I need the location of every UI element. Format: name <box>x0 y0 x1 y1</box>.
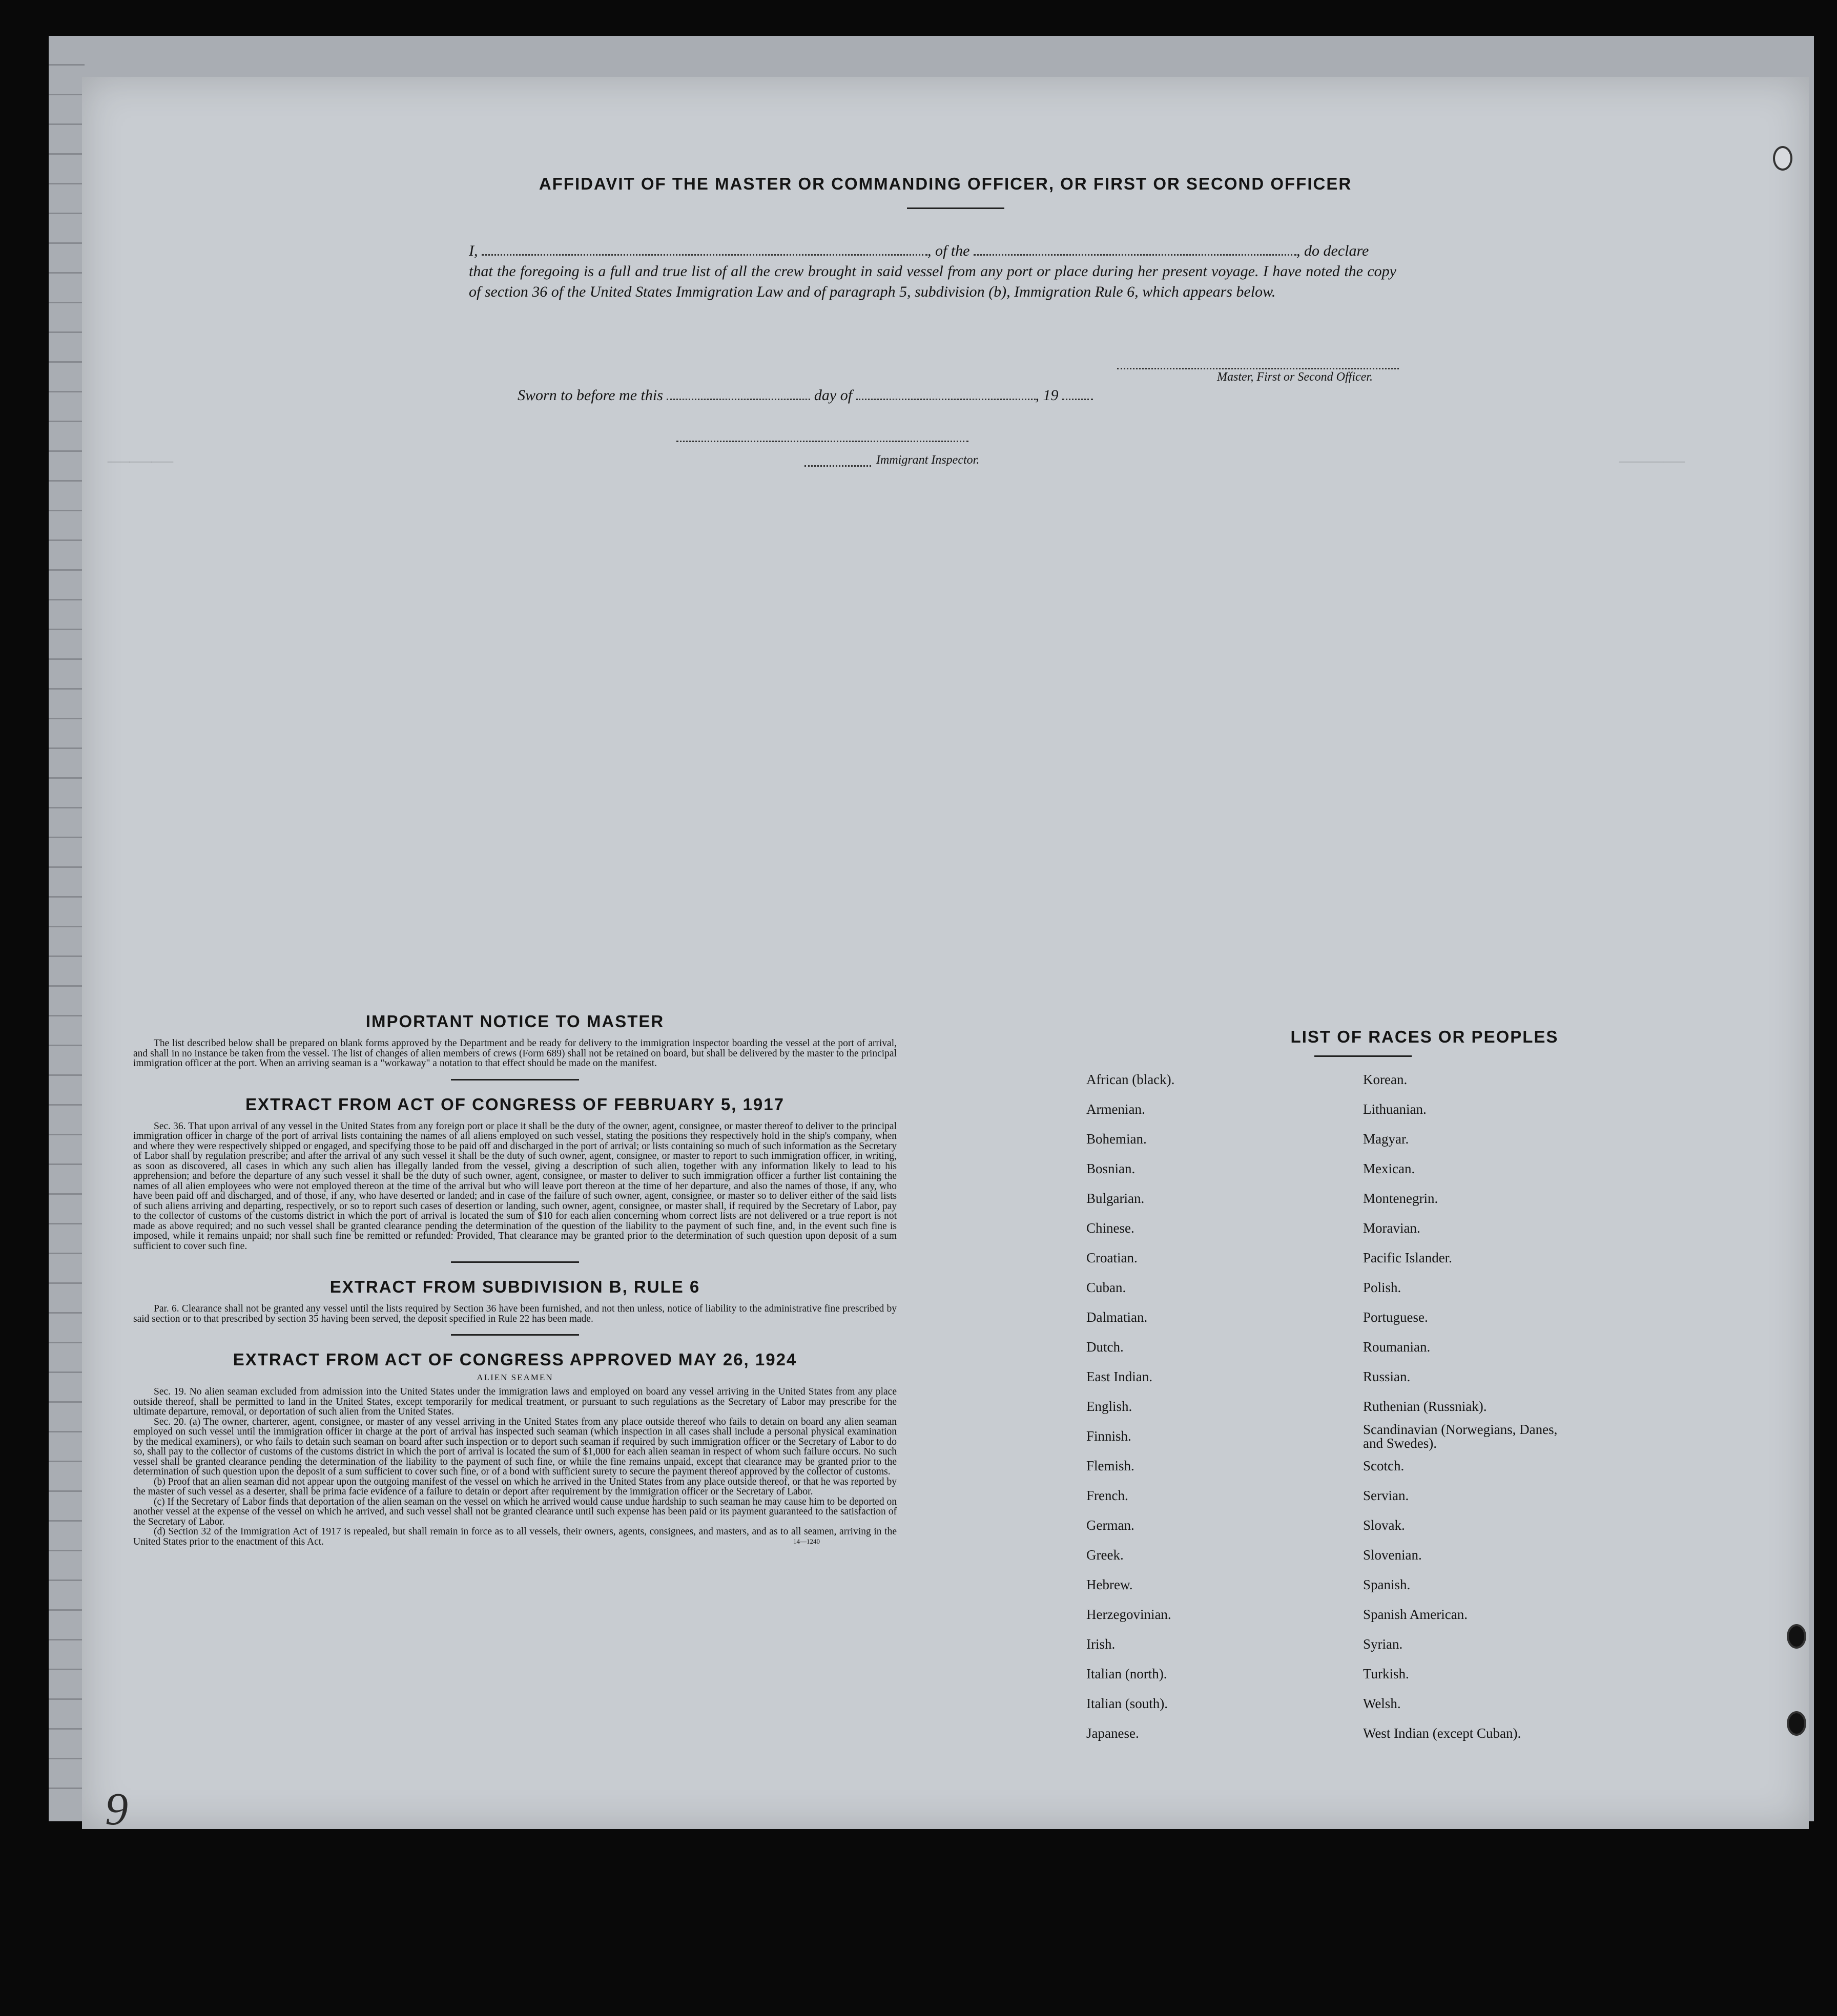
race-item: Bosnian. <box>1086 1161 1136 1176</box>
rule6-body: Par. 6. Clearance shall not be granted any vessel until the lists required by Section 36 have been furnished, and not then unless, notice of liability to the administrative fine prescribed by said section or to that prescribed by section 35 having been served, the deposit specified in Rule 22 has been made. <box>133 1303 897 1324</box>
race-item: Italian (south). <box>1086 1696 1168 1711</box>
race-item: Spanish American. <box>1363 1607 1468 1622</box>
race-item: West Indian (except Cuban). <box>1363 1726 1521 1741</box>
race-item: Mexican. <box>1363 1161 1415 1176</box>
extract-1917-body: Sec. 36. That upon arrival of any vessel in the United States from any foreign port or place it shall be the duty of the owner, agent, consignee, or master thereof to deliver to the principal immigration officer in charge of the port of arrival lists containing the names of all aliens employed on such vessel, stating the positions they respectively hold in the ship's company, when and where they were respectively shipped or engaged, and specifying those to be paid off and discharged in the port of arrival; or lists containing so much of such information as the Secretary of Labor shall by regulation prescribe; and after the arrival of any such vessel it shall be the duty of such owner, agent, consignee, or master to report to such immigration officer, in writing, as soon as discovered, all cases in which any such alien has illegally landed from the vessel, giving a description of such alien, together with any information likely to lead to his apprehension; and before the departure of any such vessel it shall be the duty of such owner, agent, consignee, or master to deliver to such immigration officer a further list containing the names of all alien employees who were not employed thereon at the time of the arrival but who will leave port thereon at the time of her departure, and also the names of those, if any, who have been paid off and discharged, and of those, if any, who have deserted or landed; and in case of the failure of such owner, agent, consignee, or master so to deliver either of the said lists of such aliens arriving and departing, respectively, or so to report such cases of desertion or landing, such owner, agent, consignee, or master shall, if required by the Secretary of Labor, pay to the collector of customs of the customs district in which the port of arrival is located the sum of $10 for each alien concerning whom correct lists are not delivered or a true report is not made as above required; and no such vessel shall be granted clearance pending the determination of the question of the liability to the payment of such fine, and, in the event such fine is imposed, while it remains unpaid; nor shall such fine be remitted or refunded: Provided, That clearance may be granted prior to the determination of such question upon deposit of a sum sufficient to cover such fine. <box>133 1120 897 1252</box>
notice-body: The list described below shall be prepared on blank forms approved by the Department and be ready for delivery to the immigration inspector boarding the vessel at the port of arrival, and shall in no instance be taken from the vessel. The list of changes of alien members of crews (Form 689) shall not be retained on board, but shall be delivered by the master to the principal immigration officer at the port. When an arriving seaman is a "workaway" a notation to that effect should be made on the manifest. <box>133 1038 897 1069</box>
extract-1924-para: Sec. 19. No alien seaman excluded from admission into the United States under the immigration laws and employed on board any vessel arriving in the United States from any place outside thereof, shall be permitted to land in the United States, except temporarily for medical treatment, or pursuant to such regulations as the Secretary of Labor may prescribe for the ultimate departure, removal, or deportation of such alien from the United States. <box>133 1386 897 1417</box>
race-item: Greek. <box>1086 1547 1124 1563</box>
affidavit-statement: that the foregoing is a full and true list of all the crew brought in said vessel from any port or place during her present voyage. I have noted the copy of section 36 of the United States Immigration Law and of paragraph 5, subdivision (b), Immigration Rule 6, which appears below. <box>469 263 1396 300</box>
master-signature-line[interactable] <box>1117 368 1399 369</box>
rule6-title: EXTRACT FROM SUBDIVISION B, RULE 6 <box>329 1277 700 1296</box>
race-item: Polish. <box>1363 1280 1401 1295</box>
race-item: Syrian. <box>1363 1636 1403 1652</box>
race-item: Flemish. <box>1086 1458 1134 1473</box>
race-item: Russian. <box>1363 1369 1411 1384</box>
race-item: Ruthenian (Russniak). <box>1363 1399 1487 1414</box>
punch-hole-icon <box>1773 146 1792 171</box>
race-item: Herzegovinian. <box>1086 1607 1171 1622</box>
affidavit-i-label: I, <box>469 242 478 259</box>
race-item: Turkish. <box>1363 1666 1409 1681</box>
inspector-short-line <box>804 465 871 467</box>
sworn-line <box>518 387 1093 404</box>
race-item: Hebrew. <box>1086 1577 1133 1592</box>
race-item: Dalmatian. <box>1086 1310 1148 1325</box>
races-rule <box>1314 1055 1412 1057</box>
race-item: Magyar. <box>1363 1131 1409 1147</box>
extract-1924-para: (c) If the Secretary of Labor finds that deportation of the alien seaman on the vessel on which he arrived would cause undue hardship to such seaman he may cause him to be deported on another vessel at the expense of the vessel on which he arrived, and such vessel shall not be granted clearance until such expense has been paid or its payment guaranteed to the satisfaction of the Secretary of Labor. <box>133 1496 897 1527</box>
master-name-blank[interactable] <box>482 246 927 256</box>
race-item: Pacific Islander. <box>1363 1250 1452 1265</box>
inspector-signature-line[interactable] <box>676 441 968 442</box>
extract-1924-subtitle: ALIEN SEAMEN <box>477 1373 553 1382</box>
extract-1924-para: (d) Section 32 of the Immigration Act of 1917 is repealed, but shall remain in force as to all vessels, their owners, agents, consignees, and masters, and as to all seamen, arriving in the United States prior to the enactment of this Act. <box>133 1526 897 1547</box>
extract-1924-para: Sec. 20. (a) The owner, charterer, agent, consignee, or master of any vessel arriving in the United States from any place outside thereof who fails to detain on board any alien seaman employed on such vessel until the immigration officer in charge at the port of arrival has inspected such seaman (which inspection in all cases shall include a personal physical examination by the medical examiners), or who fails to detain such seaman on board after such inspection or to deport such seaman if required by such immigration officer or the Secretary of Labor to do so, shall pay to the collector of customs of the customs district in which the port of arrival is located the sum of $1,000 for each alien seaman in respect of whom such failure occurs. No such vessel shall be granted clearance pending the determination of the liability to the payment of such fine, or while the fine remains unpaid, except that clearance may be granted prior to the determination of such question upon the deposit of a sum sufficient to cover such fine, or of a bond with sufficient surety to secure the payment thereof approved by the collector of customs. <box>133 1416 897 1477</box>
race-item: Chinese. <box>1086 1220 1134 1236</box>
master-signature-label: Master, First or Second Officer. <box>1217 370 1373 384</box>
race-item: Armenian. <box>1086 1101 1145 1117</box>
race-item: German. <box>1086 1518 1134 1533</box>
affidavit-of-the: , of the <box>927 242 970 259</box>
affidavit-do-declare: , do declare <box>1296 242 1369 259</box>
races-title: LIST OF RACES OR PEOPLES <box>1290 1027 1559 1046</box>
race-item: Bohemian. <box>1086 1131 1147 1147</box>
race-item: Korean. <box>1363 1072 1408 1087</box>
punch-hole-icon <box>1787 1624 1806 1649</box>
sworn-year-prefix: , 19 <box>1035 387 1059 404</box>
notice-title: IMPORTANT NOTICE TO MASTER <box>365 1012 665 1031</box>
race-item: Scandinavian (Norwegians, Danes, and Swedes). <box>1363 1422 1558 1451</box>
underlying-sheet-lines <box>49 36 85 1809</box>
form-number: 14—1240 <box>793 1537 820 1545</box>
title-rule <box>907 207 1004 209</box>
section-rule <box>451 1261 579 1263</box>
section-rule <box>451 1079 579 1080</box>
notice-column <box>133 1012 897 1546</box>
affidavit-body <box>469 241 1396 302</box>
margin-mark: 9 <box>105 1784 128 1835</box>
race-item: Scotch. <box>1363 1458 1405 1473</box>
sworn-day-blank[interactable] <box>667 390 810 400</box>
race-item: Finnish. <box>1086 1428 1131 1444</box>
document-page <box>82 77 1809 1835</box>
race-item: Moravian. <box>1363 1220 1420 1236</box>
race-item: Croatian. <box>1086 1250 1138 1265</box>
race-item: Roumanian. <box>1363 1339 1431 1355</box>
race-item: Slovenian. <box>1363 1547 1422 1563</box>
race-item: Cuban. <box>1086 1280 1126 1295</box>
punch-hole-icon <box>1787 1711 1806 1736</box>
bleed-through-mark: ——— <box>108 446 174 473</box>
bleed-through-mark: ——— <box>1619 446 1685 473</box>
race-item: Welsh. <box>1363 1696 1401 1711</box>
race-item: Italian (north). <box>1086 1666 1167 1681</box>
race-item: Portuguese. <box>1363 1310 1428 1325</box>
extract-1924-title: EXTRACT FROM ACT OF CONGRESS APPROVED MAY 26, 1924 <box>233 1350 797 1369</box>
race-item: African (black). <box>1086 1072 1175 1087</box>
inspector-label: Immigrant Inspector. <box>876 453 980 467</box>
race-item: Dutch. <box>1086 1339 1124 1355</box>
extract-1917-title: EXTRACT FROM ACT OF CONGRESS OF FEBRUARY 5, 1917 <box>245 1094 785 1114</box>
race-item: English. <box>1086 1399 1132 1414</box>
race-item: Montenegrin. <box>1363 1191 1438 1206</box>
sworn-month-blank[interactable] <box>856 390 1036 400</box>
race-item: Irish. <box>1086 1636 1116 1652</box>
sworn-year-blank[interactable] <box>1062 390 1093 400</box>
race-item: French. <box>1086 1488 1128 1503</box>
sworn-prefix: Sworn to before me this <box>518 387 663 404</box>
extract-1924-para: (b) Proof that an alien seaman did not appear upon the outgoing manifest of the vessel on which he arrived in the United States from any place outside thereof, or that he was reported by the master of such vessel as a deserter, shall be prima facie evidence of a failure to detain or deport after requirement by the immigration officer or the Secretary of Labor. <box>133 1476 897 1497</box>
race-item: Servian. <box>1363 1488 1409 1503</box>
race-item: Lithuanian. <box>1363 1101 1427 1117</box>
vessel-name-blank[interactable] <box>974 246 1296 256</box>
section-rule <box>451 1334 579 1336</box>
race-item: East Indian. <box>1086 1369 1152 1384</box>
race-item: Bulgarian. <box>1086 1191 1145 1206</box>
race-item: Spanish. <box>1363 1577 1411 1592</box>
affidavit-title: AFFIDAVIT OF THE MASTER OR COMMANDING OFFICER, OR FIRST OR SECOND OFFICER <box>539 174 1352 193</box>
race-item: Slovak. <box>1363 1518 1405 1533</box>
race-item: Japanese. <box>1086 1726 1139 1741</box>
sworn-day-of: day of <box>814 387 853 404</box>
